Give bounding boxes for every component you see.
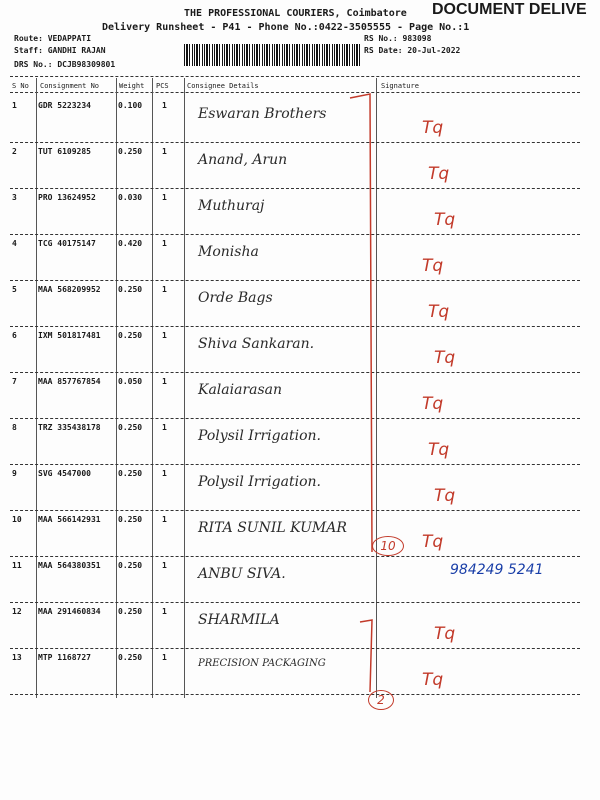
serial-number: 13: [12, 653, 22, 662]
signature: Tq: [428, 302, 450, 322]
column-header-weight: Weight: [119, 82, 145, 90]
consignee-name: Muthuraj: [198, 198, 265, 214]
consignment-number: TRZ 335438178: [38, 423, 101, 432]
signature: Tq: [422, 394, 444, 414]
pieces: 1: [162, 193, 167, 202]
rs-date: RS Date: 20-Jul-2022: [364, 46, 461, 55]
consignee-name: Kalaiarasan: [198, 382, 283, 398]
table-row: [10, 282, 580, 328]
weight: 0.250: [118, 147, 143, 156]
signature: 984249 5241: [450, 562, 544, 578]
serial-number: 8: [12, 423, 17, 432]
pieces: 1: [162, 101, 167, 110]
table-row: [10, 604, 580, 650]
signature: Tq: [434, 486, 456, 506]
signature: Tq: [428, 164, 450, 184]
consignment-number: GDR 5223234: [38, 101, 91, 110]
weight: 0.250: [118, 607, 143, 616]
consignee-name: ANBU SIVA.: [198, 566, 286, 582]
serial-number: 6: [12, 331, 17, 340]
table-row: [10, 144, 580, 190]
consignee-name: RITA SUNIL KUMAR: [198, 520, 347, 536]
weight: 0.250: [118, 515, 143, 524]
pieces: 1: [162, 469, 167, 478]
consignee-name: Polysil Irrigation.: [198, 474, 321, 490]
document-delivery-stamp: DOCUMENT DELIVE: [432, 1, 587, 18]
staff: Staff: GANDHI RAJAN: [14, 46, 106, 55]
serial-number: 2: [12, 147, 17, 156]
table-row: [10, 420, 580, 466]
table-row: [10, 466, 580, 512]
weight: 0.250: [118, 331, 143, 340]
count-2-circle: [368, 690, 394, 710]
consignee-name: Shiva Sankaran.: [198, 336, 315, 352]
company-title: THE PROFESSIONAL COURIERS, Coimbatore: [184, 8, 407, 19]
consignee-name: Polysil Irrigation.: [198, 428, 321, 444]
pieces: 1: [162, 423, 167, 432]
signature: Tq: [422, 256, 444, 276]
serial-number: 11: [12, 561, 22, 570]
weight: 0.250: [118, 561, 143, 570]
signature: Tq: [422, 532, 444, 552]
serial-number: 5: [12, 285, 17, 294]
table-row: [10, 512, 580, 558]
pieces: 1: [162, 515, 167, 524]
weight: 0.250: [118, 469, 143, 478]
weight: 0.420: [118, 239, 143, 248]
consignee-name: SHARMILA: [198, 612, 280, 628]
runsheet-subtitle: Delivery Runsheet - P41 - Phone No.:0422-3505555 - Page No.:1: [102, 22, 470, 33]
route: Route: VEDAPPATI: [14, 34, 92, 43]
drs-number: DRS No.: DCJB98309801: [14, 60, 116, 69]
pieces: 1: [162, 653, 167, 662]
consignment-number: IXM 501817481: [38, 331, 101, 340]
weight: 0.250: [118, 653, 143, 662]
weight: 0.050: [118, 377, 143, 386]
count-2-label: 2: [377, 693, 385, 707]
pieces: 1: [162, 561, 167, 570]
weight: 0.250: [118, 285, 143, 294]
table-row: [10, 328, 580, 374]
signature: Tq: [434, 348, 456, 368]
column-header-consignment-no: Consignment No: [40, 82, 100, 90]
consignment-number: MAA 857767854: [38, 377, 101, 386]
signature: Tq: [434, 210, 456, 230]
serial-number: 4: [12, 239, 17, 248]
serial-number: 3: [12, 193, 17, 202]
consignment-number: MTP 1168727: [38, 653, 91, 662]
signature: Tq: [422, 670, 444, 690]
table-row: [10, 650, 580, 696]
consignee-name: Anand, Arun: [198, 152, 288, 168]
pieces: 1: [162, 331, 167, 340]
table-row: [10, 190, 580, 236]
barcode: [184, 44, 360, 66]
pieces: 1: [162, 147, 167, 156]
consignment-number: MAA 566142931: [38, 515, 101, 524]
signature: Tq: [434, 624, 456, 644]
serial-number: 9: [12, 469, 17, 478]
consignment-number: MAA 568209952: [38, 285, 101, 294]
serial-number: 1: [12, 101, 17, 110]
column-header-sno: S No: [12, 82, 29, 90]
pieces: 1: [162, 285, 167, 294]
serial-number: 7: [12, 377, 17, 386]
consignment-number: MAA 564380351: [38, 561, 101, 570]
consignee-name: PRECISION PACKAGING: [198, 658, 326, 669]
count-bracket: [340, 92, 390, 722]
pieces: 1: [162, 239, 167, 248]
column-header-pcs: PCS: [156, 82, 169, 90]
consignment-number: PRO 13624952: [38, 193, 96, 202]
table-row: [10, 558, 580, 604]
serial-number: 10: [12, 515, 22, 524]
rs-number: RS No.: 983098: [364, 34, 432, 43]
consignment-number: MAA 291460834: [38, 607, 101, 616]
count-10-label: 10: [380, 539, 396, 553]
consignee-name: Monisha: [198, 244, 259, 260]
consignee-name: Eswaran Brothers: [198, 106, 327, 122]
consignee-name: Orde Bags: [198, 290, 273, 306]
table-row: [10, 374, 580, 420]
consignment-number: TCG 40175147: [38, 239, 96, 248]
table-row: [10, 236, 580, 282]
weight: 0.100: [118, 101, 143, 110]
column-header-consignee: Consignee Details: [187, 82, 259, 90]
consignment-number: SVG 4547000: [38, 469, 91, 478]
pieces: 1: [162, 377, 167, 386]
weight: 0.030: [118, 193, 143, 202]
column-header-signature: Signature: [381, 82, 419, 90]
count-10-circle: [372, 536, 404, 556]
serial-number: 12: [12, 607, 22, 616]
table-row: [10, 98, 580, 144]
pieces: 1: [162, 607, 167, 616]
consignment-number: TUT 6109285: [38, 147, 91, 156]
signature: Tq: [428, 440, 450, 460]
signature: Tq: [422, 118, 444, 138]
weight: 0.250: [118, 423, 143, 432]
